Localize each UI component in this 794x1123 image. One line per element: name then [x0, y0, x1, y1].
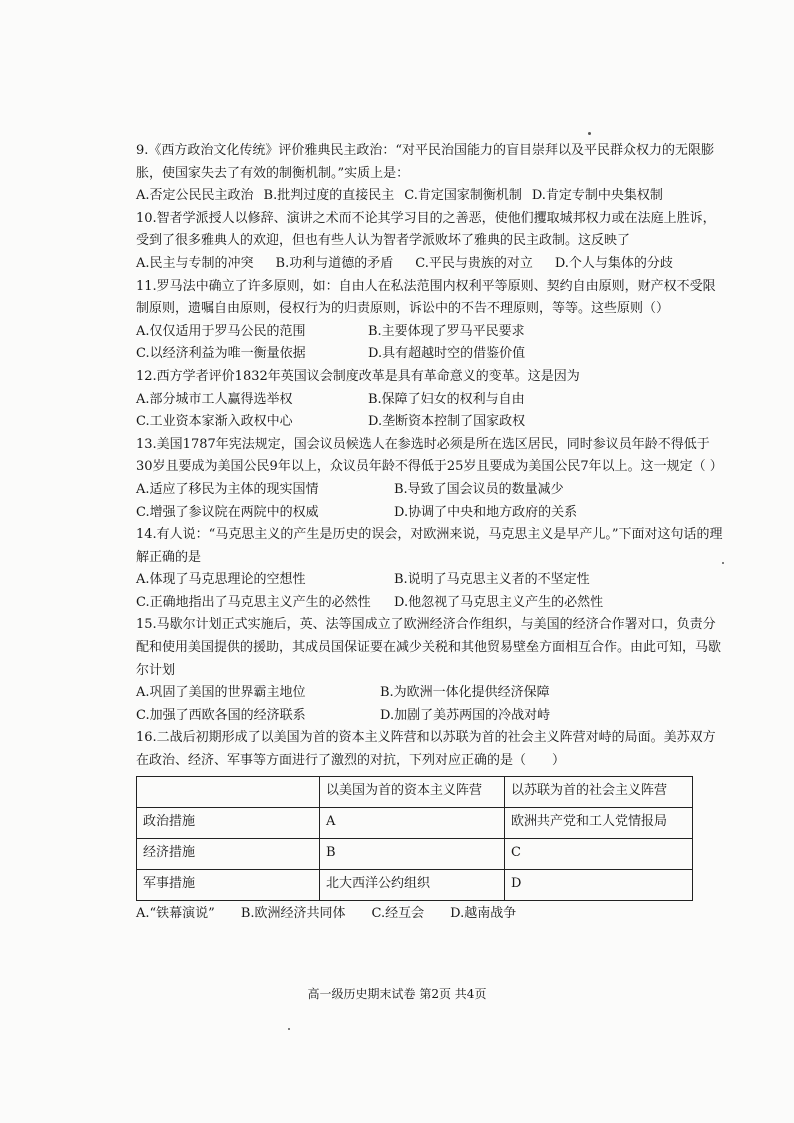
question-14-stem: 14.有人说：“马克思主义的产生是历史的误会，对欧洲来说，马克思主义是早产儿。”下面对这句话的理解正确的是	[136, 527, 723, 565]
option-b: B.说明了马克思主义者的不坚定性	[394, 572, 590, 588]
scan-speck	[722, 562, 724, 564]
question-14-options	[136, 569, 726, 614]
option-b: B.批判过度的直接民主	[263, 188, 395, 204]
table-cell: 北大西洋公约组织	[320, 869, 505, 900]
table-row	[137, 869, 693, 900]
option-c: C.以经济利益为唯一衡量依据	[136, 346, 306, 362]
option-d: D.协调了中央和地方政府的关系	[394, 504, 578, 520]
option-b: B.导致了国会议员的数量减少	[394, 481, 564, 497]
question-11-options	[136, 321, 726, 366]
option-c: C.平民与贵族的对立	[415, 255, 533, 271]
table-row	[137, 838, 693, 869]
option-a: A.民主与专制的冲突	[136, 255, 254, 271]
table-cell: 政治措施	[137, 807, 320, 838]
table-cell: C	[505, 838, 693, 869]
question-16-options	[136, 903, 726, 926]
table-cell: 经济措施	[137, 838, 320, 869]
table-cell: D	[505, 869, 693, 900]
page-footer: 高一级历史期末试卷 第2页 共4页	[307, 987, 487, 1001]
question-list	[136, 140, 726, 925]
question-12-stem: 12.西方学者评价1832年英国议会制度改革是具有革命意义的变革。这是因为	[136, 368, 580, 384]
question-10-options	[136, 253, 726, 276]
option-d: D.具有超越时空的借鉴价值	[368, 346, 526, 362]
table-cell: 以苏联为首的社会主义阵营	[505, 776, 693, 807]
camp-measures-table	[136, 776, 693, 901]
option-c: C.经互会	[371, 905, 425, 921]
option-d: D.加剧了美苏两国的冷战对峙	[380, 707, 551, 723]
table-cell: 以美国为首的资本主义阵营	[320, 776, 505, 807]
option-a: A.“铁幕演说”	[136, 905, 215, 921]
option-b: B.主要体现了罗马平民要求	[368, 323, 525, 339]
option-a: A.否定公民民主政治	[136, 188, 254, 204]
question-10-stem: 10.智者学派授人以修辞、演讲之术而不论其学习目的之善恶，使他们攫取城邦权力或在法庭上胜诉，受到了很多雅典人的欢迎，但也有些人认为智者学派败坏了雅典的民主政制。这反映了	[136, 210, 716, 249]
option-d: D.垄断资本控制了国家政权	[368, 414, 526, 430]
question-15-stem: 15.马歇尔计划正式实施后，英、法等国成立了欧洲经济合作组织，与美国的经济合作署对口，负责分配和使用美国提供的援助，其成员国保证要在减少关税和其他贸易壁垒方面相互合作。由此可知，马歇尔计划	[136, 617, 722, 678]
question-11-stem: 11.罗马法中确立了许多原则，如：自由人在私法范围内权利平等原则、契约自由原则，财产权不受限制原则，遗嘱自由原则，侵权行为的归责原则，诉讼中的不告不理原则，等等。这些原则（）	[136, 278, 716, 317]
option-c: C.加强了西欧各国的经济联系	[136, 707, 306, 723]
option-b: B.功利与道德的矛盾	[275, 255, 394, 271]
table-cell: 军事措施	[137, 869, 320, 900]
option-a: A.体现了马克思理论的空想性	[136, 572, 306, 588]
option-c: C.增强了参议院在两院中的权威	[136, 504, 319, 520]
table-cell: A	[320, 807, 505, 838]
option-d: D.他忽视了马克思主义产生的必然性	[394, 594, 604, 610]
option-b: B.欧洲经济共同体	[240, 905, 346, 921]
option-a: A.仅仅适用于罗马公民的范围	[136, 323, 306, 339]
question-13-stem: 13.美国1787年宪法规定，国会议员候选人在参选时必须是所在选区居民，同时参议员年龄不得低于30岁且要成为美国公民9年以上，众议员年龄不得低于25岁且要成为美国公民7年以上。这一规定（ ）	[136, 436, 723, 475]
option-a: A.部分城市工人赢得选举权	[136, 391, 293, 407]
option-a: A.适应了移民为主体的现实国情	[136, 481, 319, 497]
question-15-options	[136, 682, 726, 727]
question-9-options	[136, 185, 726, 208]
scan-speck	[288, 1028, 290, 1030]
table-cell: 欧洲共产党和工人党情报局	[505, 807, 693, 838]
option-c: C.正确地指出了马克思主义产生的必然性	[136, 594, 371, 610]
option-b: B.为欧洲一体化提供经济保障	[380, 685, 550, 701]
question-9-stem: 9.《西方政治文化传统》评价雅典民主政治：“对平民治国能力的盲目崇拜以及平民群众权力的无限膨胀，使国家失去了有效的制衡机制。”实质上是：	[136, 143, 715, 181]
table-cell	[137, 776, 320, 807]
table-header-row	[137, 776, 693, 807]
scan-speck	[588, 132, 591, 135]
option-d: D.越南战争	[450, 905, 517, 921]
option-c: C.工业资本家渐入政权中心	[136, 414, 293, 430]
option-b: B.保障了妇女的权利与自由	[368, 391, 525, 407]
question-12-options	[136, 389, 726, 434]
option-c: C.肯定国家制衡机制	[404, 188, 522, 204]
table-cell: B	[320, 838, 505, 869]
question-13-options	[136, 479, 726, 524]
question-16-stem: 16.二战后初期形成了以美国为首的资本主义阵营和以苏联为首的社会主义阵营对峙的局面。美苏双方在政治、经济、军事等方面进行了激烈的对抗，下列对应正确的是（ ）	[136, 730, 716, 769]
option-d: D.肯定专制中央集权制	[531, 188, 663, 204]
option-a: A.巩固了美国的世界霸主地位	[136, 685, 306, 701]
option-d: D.个人与集体的分歧	[554, 255, 673, 271]
table-row	[137, 807, 693, 838]
